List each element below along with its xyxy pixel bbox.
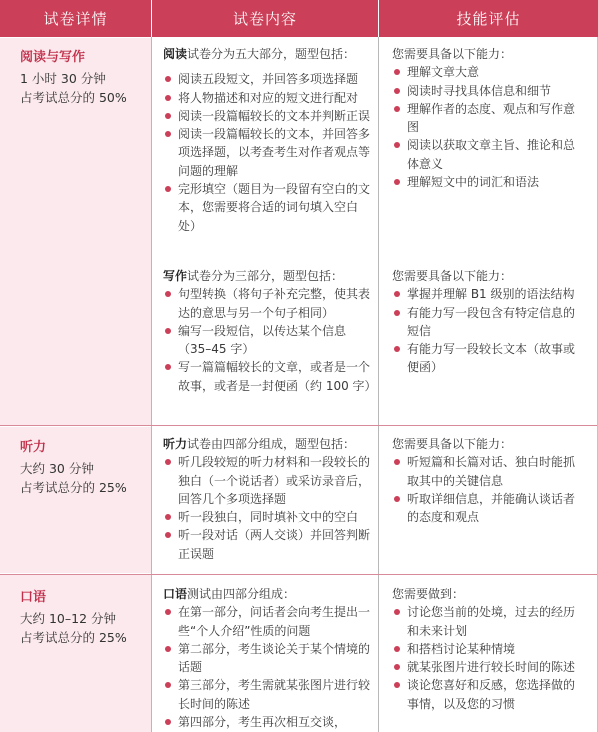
skills-intro: 您需要做到： <box>392 587 465 601</box>
list-item: 阅读以获取文章主旨、推论和总体意义 <box>392 136 584 173</box>
list-item: 掌握并理解 B1 级别的语法结构 <box>392 285 584 303</box>
list-item: 理解短文中的词汇和语法 <box>392 173 584 191</box>
section-title-reading-writing: 阅读与写作 <box>20 50 86 65</box>
reading-intro: 阅读试卷分为五大部分，题型包括： <box>163 47 356 61</box>
list-item: 听一段对话（两人交谈）并回答判断正误题 <box>163 526 373 563</box>
list-item: 完形填空（题目为一段留有空白的文本，您需要将合适的词句填入空白处） <box>163 180 373 235</box>
weight: 占考试总分的 25% <box>20 480 127 495</box>
list-item: 编写一段短信，以传达某个信息（35–45 字） <box>163 322 373 359</box>
list-item: 有能力写一段包含有特定信息的短信 <box>392 304 584 341</box>
speaking-intro: 口语测试由四部分组成： <box>163 587 296 601</box>
skills-intro: 您需要具备以下能力： <box>392 47 513 61</box>
reading-skills <box>392 45 584 191</box>
writing-content <box>163 267 377 395</box>
list-item: 在第一部分，问话者会向考生提出一些“个人介绍”性质的问题 <box>163 603 373 640</box>
weight: 占考试总分的 50% <box>20 90 127 105</box>
row-divider <box>0 425 598 426</box>
list-item: 就某张图片进行较长时间的陈述 <box>392 658 584 676</box>
listening-skills <box>392 435 584 526</box>
listening-intro: 听力试卷由四部分组成，题型包括： <box>163 437 356 451</box>
reading-content <box>163 45 373 235</box>
list-item: 谈论您喜好和反感，您选择做的事情，以及您的习惯 <box>392 676 584 713</box>
list-item: 阅读一段篇幅较长的文本并判断正误 <box>163 107 373 125</box>
skills-intro: 您需要具备以下能力： <box>392 437 513 451</box>
duration: 1 小时 30 分钟 <box>20 71 106 86</box>
list-item: 听一段独白，同时填补文中的空白 <box>163 508 373 526</box>
list-item: 听几段较短的听力材料和一段较长的独白（一个说话者）或采访录音后，回答几个多项选择题 <box>163 453 373 508</box>
row-divider <box>0 574 598 575</box>
weight: 占考试总分的 25% <box>20 630 127 645</box>
list-item: 阅读五段短文，并回答多项选择题 <box>163 70 373 88</box>
list-item: 听取详细信息，并能确认谈话者的态度和观点 <box>392 490 584 527</box>
list-item: 第二部分，考生谈论关于某个情境的话题 <box>163 640 373 677</box>
writing-intro: 写作试卷分为三部分，题型包括： <box>163 269 344 283</box>
duration: 大约 10–12 分钟 <box>20 611 117 626</box>
list-item: 阅读时寻找具体信息和细节 <box>392 82 584 100</box>
list-item: 写一篇篇幅较长的文章，或者是一个故事，或者是一封便函（约 100 字） <box>163 358 373 395</box>
list-item: 理解作者的态度、观点和写作意图 <box>392 100 584 137</box>
list-item: 阅读一段篇幅较长的文本，并回答多项选择题，以考查考生对作者观点等问题的理解 <box>163 125 373 180</box>
list-item: 第四部分，考生再次相互交谈， <box>163 713 373 731</box>
header-exam-content: 试卷内容 <box>152 0 378 37</box>
list-item: 有能力写一段较长文本（故事或便函） <box>392 340 584 377</box>
speaking-content <box>163 585 373 731</box>
list-item: 第三部分，考生需就某张图片进行较长时间的陈述 <box>163 676 373 713</box>
list-item: 听短篇和长篇对话、独白时能抓取其中的关键信息 <box>392 453 584 490</box>
list-item: 和搭档讨论某种情境 <box>392 640 584 658</box>
header-exam-details: 试卷详情 <box>0 0 151 37</box>
listening-content <box>163 435 373 563</box>
list-item: 讨论您当前的处境，过去的经历和未来计划 <box>392 603 584 640</box>
speaking-skills <box>392 585 584 713</box>
writing-skills <box>392 267 584 377</box>
duration: 大约 30 分钟 <box>20 461 94 476</box>
section-title-listening: 听力 <box>20 440 47 455</box>
list-item: 理解文章大意 <box>392 63 584 81</box>
column-divider <box>378 37 379 732</box>
list-item: 句型转换（将句子补充完整，使其表达的意思与另一个句子相同） <box>163 285 373 322</box>
list-item: 将人物描述和对应的短文进行配对 <box>163 89 373 107</box>
skills-intro: 您需要具备以下能力： <box>392 269 513 283</box>
section-title-speaking: 口语 <box>20 590 47 605</box>
header-skill-assessment: 技能评估 <box>379 0 598 37</box>
column-divider <box>151 37 152 732</box>
